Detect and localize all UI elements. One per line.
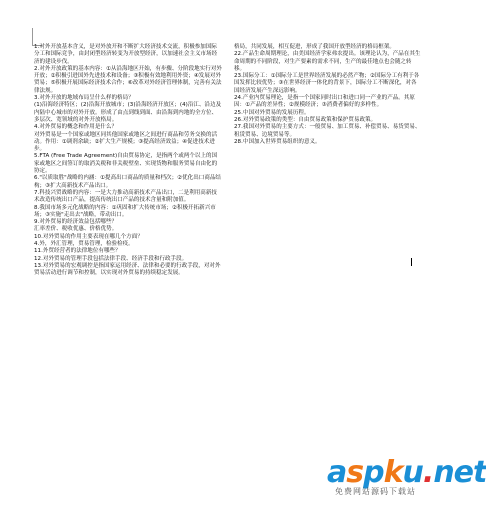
left-column-paragraph: 12.对外贸易的管理手段包括法律手段、经济手段和行政手段。 bbox=[34, 255, 188, 262]
left-column-paragraph: (1)沿海经济特区；(2)沿海开放城市；(3)沿海经济开放区；(4)沿江、沿边及内陆中心城市的对外开放。形成了由点到线到面、由沿海到内地的全方位、多层次、宽领域的对外开放格局。 bbox=[34, 102, 222, 123]
left-column-paragraph: 3.对外开放的地域布局呈什么样的格局？ bbox=[34, 95, 134, 102]
watermark-logo: aspku.net bbox=[327, 455, 486, 490]
left-column-paragraph: 2.对外开放政策的基本内容：①从沿海地区开始，有步骤、分阶段地实行对外开放；②积极引进国外先进技术和设备；③积极有效地利用外资；④发展对外贸易；⑤积极开展国际经济技术合作；⑥改革对外经济管理体制，完善有关法律法规。 bbox=[34, 65, 222, 94]
right-column-paragraph: 28.中国加入世界贸易组织的意义。 bbox=[234, 138, 321, 145]
watermark-subtitle: 免费网站源码下载站 bbox=[335, 487, 416, 496]
left-text-column bbox=[34, 44, 222, 499]
right-text-column bbox=[234, 44, 422, 460]
left-column-paragraph: 9.对外贸易的经济效益包括哪些？ bbox=[34, 219, 118, 226]
left-column-paragraph: 5.FTA (Free Trade Agreement)自由贸易协定，是指两个或两个以上的国家或地区之间签订的取消关税和非关税壁垒、实现货物和服务贸易自由化的协定。 bbox=[34, 153, 218, 175]
left-column-paragraph: 13.对外贸易的宏观调控是指国家运用经济、法律和必要的行政手段，对对外贸易活动进行调节和控制，以实现对外贸易的持续稳定发展。 bbox=[34, 262, 221, 277]
site-watermark bbox=[327, 455, 486, 499]
left-column-paragraph: 对外贸易是一个国家或地区同其他国家或地区之间进行商品和劳务交换的活动。作用：①调剂余缺；②扩大生产规模；③提高经济效益；④促进技术进步。 bbox=[34, 131, 218, 153]
left-column-paragraph: 11.外贸经营者的法律地位有哪些？ bbox=[34, 248, 121, 255]
left-column-paragraph: 8.我国市场多元化战略的内容：①巩固和扩大传统市场；②积极开拓新兴市场；③实施"走出去"战略，带动出口。 bbox=[34, 204, 216, 218]
left-column-paragraph: 4.外，外汇管理，贸易管理，检验检疫。 bbox=[34, 241, 134, 248]
right-column-paragraph: 格局，共同发展，相互促进，形成了我国开放型经济的格局框架。 bbox=[234, 44, 395, 50]
left-column-paragraph: 6."以质取胜"战略的内涵：①提高出口商品的质量和档次；②优化出口商品结构；③扩大高新技术产品出口。 bbox=[34, 175, 221, 189]
right-column-paragraph: 23.国际分工：①国际分工是世界经济发展的必然产物；②国际分工有利于各国发挥比较优势；③在世界经济一体化的背景下，国际分工不断深化，对各国经济发展产生深远影响。 bbox=[234, 73, 420, 94]
left-column-paragraph: 汇率差价、税收优惠、价格优势。 bbox=[34, 226, 118, 233]
left-column-paragraph: 7.科技兴贸战略的内容：一是大力推动高新技术产品出口，二是利用高新技术改造传统出口产品，提高传统出口产品的技术含量和附加值。 bbox=[34, 189, 217, 204]
text-cursor bbox=[411, 258, 412, 266]
right-column-paragraph: 25.中国对外贸易的发展历程。 bbox=[234, 109, 310, 116]
left-column-paragraph: 10.对外贸易的作用主要表现在哪几个方面？ bbox=[34, 233, 143, 240]
left-column-paragraph: 4.对外贸易的概念和作用是什么？ bbox=[34, 124, 118, 131]
left-column-paragraph: 1.对外开放基本含义，是对外放开和不断扩大经济技术交流，积极参加国际分工和国际竞争，由封闭型经济转变为开放型经济，以加速社会主义市场经济的建设步伐。 bbox=[34, 44, 218, 65]
right-column-paragraph: 27.我国对外贸易的主要方式：一般贸易、加工贸易、补偿贸易、易货贸易、租赁贸易、边境贸易等。 bbox=[234, 124, 421, 138]
right-column-paragraph: 26.对外贸易政策的类型：自由贸易政策和保护贸易政策。 bbox=[234, 116, 377, 123]
right-column-paragraph: 22.产品生命周期理论，由美国经济学家弗农提出。该理论认为，产品在其生命周期的不同阶段，对生产要素的需求不同，生产的最佳地点也会随之转移。 bbox=[234, 51, 421, 72]
right-column-paragraph: 24.产业内贸易理论，是指一个国家同时出口和进口同一产业的产品。其原因：①产品的差异性；②规模经济；③消费者偏好的多样性。 bbox=[234, 95, 415, 109]
